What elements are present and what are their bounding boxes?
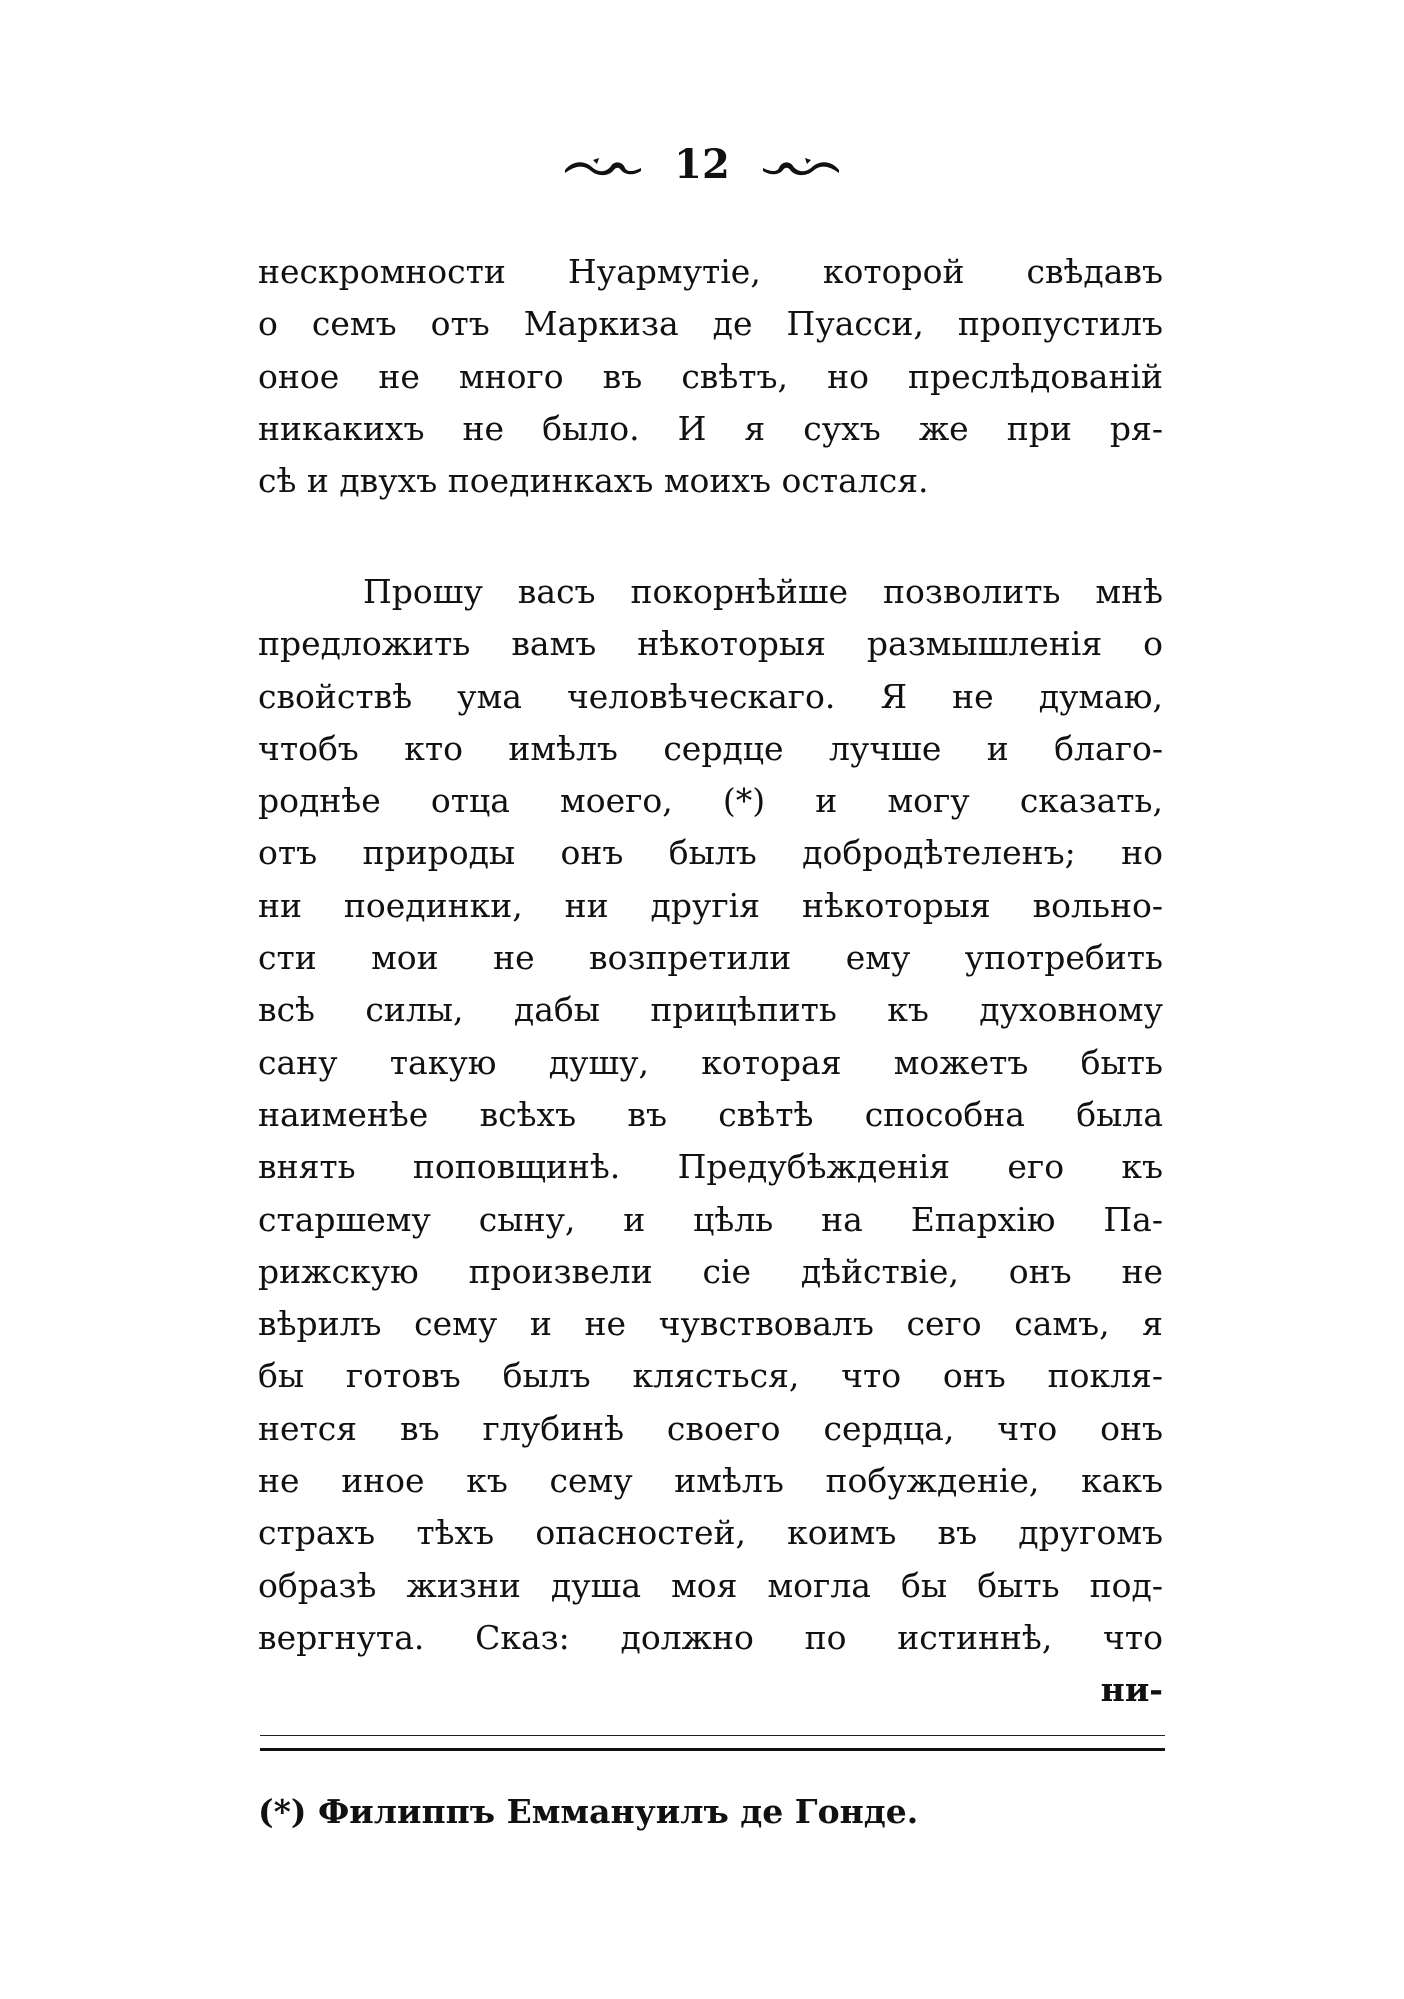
text-line: Прошу васъ покорнѣйше позволить мнѣ xyxy=(363,572,1163,611)
page-number: 12 xyxy=(674,141,730,188)
text-line: о семъ отъ Маркиза де Пуасси, пропустилъ xyxy=(258,304,1163,344)
footnote-divider-thick xyxy=(260,1748,1165,1751)
text-line: предложить вамъ нѣкоторыя размышленія о xyxy=(258,624,1163,664)
paragraph-2 xyxy=(258,566,1163,1717)
text-line: отъ природы онъ былъ добродѣтеленъ; но xyxy=(258,833,1163,873)
text-line: свойствѣ ума человѣческаго. Я не думаю, xyxy=(258,676,1163,716)
text-line: внять поповщинѣ. Предубѣжденія его къ xyxy=(258,1147,1163,1187)
text-line: ни поединки, ни другія нѣкоторыя вольно- xyxy=(258,885,1163,925)
text-line: роднѣе отца моего, (*) и могу сказать, xyxy=(258,781,1163,821)
text-line: страхъ тѣхъ опасностей, коимъ въ другомъ xyxy=(258,1513,1163,1553)
right-ornament-icon xyxy=(761,141,841,189)
text-line: не иное къ сему имѣлъ побужденіе, какъ xyxy=(258,1461,1163,1501)
text-line: никакихъ не было. И я сухъ же при ря- xyxy=(258,408,1163,448)
text-line: сану такую душу, которая можетъ быть xyxy=(258,1042,1163,1082)
text-line: оное не много въ свѣтъ, но преслѣдованій xyxy=(258,356,1163,396)
catchword: ни- xyxy=(1100,1670,1163,1710)
footnote: (*) Филиппъ Еммануилъ де Гонде. xyxy=(258,1792,919,1831)
text-line: рижскую произвели сіе дѣйствіе, онъ не xyxy=(258,1251,1163,1291)
text-line: вѣрилъ сему и не чувствовалъ сего самъ, я xyxy=(258,1304,1163,1344)
text-line: всѣ силы, дабы прицѣпить къ духовному xyxy=(258,990,1163,1030)
text-line: бы готовъ былъ клясться, что онъ покля- xyxy=(258,1356,1163,1396)
text-line: нется въ глубинѣ своего сердца, что онъ xyxy=(258,1408,1163,1448)
text-line: сѣ и двухъ поединкахъ моихъ остался. xyxy=(258,461,929,501)
text-line: нескромности Нуармутіе, которой свѣдавъ xyxy=(258,252,1163,291)
page-header xyxy=(0,138,1404,189)
text-line: чтобъ кто имѣлъ сердце лучше и благо- xyxy=(258,728,1163,768)
left-ornament-icon xyxy=(563,141,643,189)
text-line: вергнута. Сказ: должно по истиннѣ, что xyxy=(258,1617,1163,1657)
text-line: наименѣе всѣхъ въ свѣтѣ способна была xyxy=(258,1094,1163,1134)
footnote-divider-thin xyxy=(260,1735,1165,1736)
paragraph-1 xyxy=(258,246,1163,507)
text-line: старшему сыну, и цѣль на Епархію Па- xyxy=(258,1199,1163,1239)
text-line: сти мои не возпретили ему употребить xyxy=(258,938,1163,978)
text-line: образѣ жизни душа моя могла бы быть под- xyxy=(258,1565,1163,1605)
